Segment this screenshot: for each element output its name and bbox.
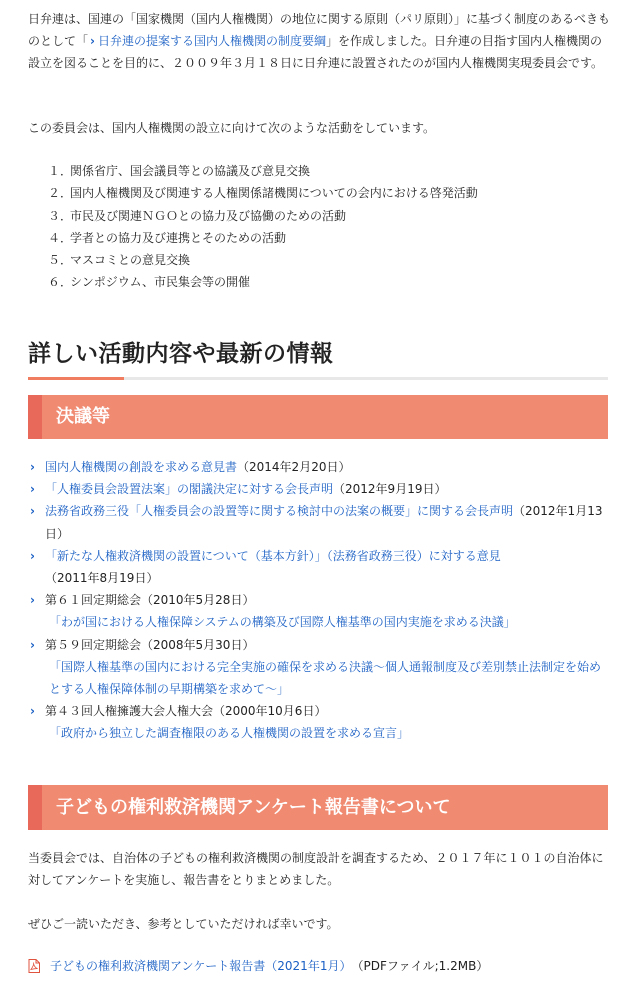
- list-number: ４．: [48, 230, 73, 245]
- purpose-text: この委員会は、国内人権機関の設立に向けて次のような活動をしています。: [28, 121, 436, 135]
- chevron-right-icon: ›: [30, 504, 35, 519]
- list-text: 国内人権機関及び関連する人権関係諸機関についての会内における啓発活動: [70, 186, 478, 201]
- heading-underline: [28, 377, 608, 380]
- resolution-date: （2012年1月13日）: [45, 504, 603, 541]
- list-text: 学者との協力及び連携とそのための活動: [70, 230, 287, 245]
- chevron-right-icon: ›: [30, 593, 35, 608]
- activity-list: [48, 160, 478, 294]
- list-item: [48, 249, 478, 271]
- list-item: [48, 160, 478, 182]
- intro-text-1: 日弁連は、国連の「国家機関（国内人権機関）の地位に関する原則（パリ原則）」に基づく制度のあるべきものとして「: [28, 12, 611, 48]
- list-text: シンポジウム、市民集会等の開催: [70, 275, 250, 290]
- report-request-text: ぜひご一読いただき、参考としていただければ幸いです。: [28, 917, 339, 931]
- resolution-link[interactable]: 「新たな人権救済機関の設置について（基本方針）」（法務省政務三役）に対する意見: [45, 548, 501, 563]
- resolution-date: （2012年9月19日）: [333, 482, 447, 497]
- chevron-right-icon: ›: [90, 34, 95, 48]
- chevron-right-icon: ›: [30, 637, 35, 652]
- resolution-link[interactable]: 国内人権機関の創設を求める意見書: [45, 460, 238, 474]
- pdf-download-row: [28, 957, 488, 974]
- list-number: ５．: [48, 253, 73, 268]
- list-number: １．: [48, 164, 73, 178]
- section-heading: 詳しい活動内容や最新の情報: [28, 341, 334, 367]
- list-item: [28, 478, 610, 500]
- report-pdf-link[interactable]: 子どもの権利救済機関アンケート報告書（2021年1月）: [50, 959, 352, 973]
- list-item: [48, 182, 478, 204]
- resolution-date: （2014年2月20日）: [237, 460, 351, 474]
- chevron-right-icon: ›: [30, 548, 35, 563]
- resolution-date: （2011年8月19日）: [45, 571, 159, 586]
- meeting-title: 第４３回人権擁護大会人権大会（2000年10月6日）: [45, 704, 327, 719]
- list-number: ２．: [48, 186, 73, 201]
- list-text: マスコミとの意見交換: [70, 253, 191, 268]
- report-heading: 子どもの権利救済機関アンケート報告書について: [28, 785, 608, 830]
- heading-underline-accent: [28, 377, 124, 380]
- pdf-file-info: （PDFファイル;1.2MB）: [351, 959, 489, 973]
- list-item: [48, 205, 478, 227]
- intro-paragraph: [28, 8, 613, 74]
- list-item: [48, 227, 478, 249]
- list-number: ６．: [48, 275, 73, 290]
- list-text: 関係省庁、国会議員等との協議及び意見交換: [70, 164, 311, 178]
- list-item: [48, 271, 478, 293]
- list-item: [28, 456, 610, 478]
- resolution-link[interactable]: 「人権委員会設置法案」の閣議決定に対する会長声明: [45, 482, 334, 497]
- list-item: [28, 634, 610, 701]
- resolution-link[interactable]: 法務省政務三役「人権委員会の設置等に関する検討中の法案の概要」に関する会長声明: [45, 504, 514, 519]
- resolution-link[interactable]: 「国際人権基準の国内における完全実施の確保を求める決議〜個人通報制度及び差別禁止法制定を始めとする人権保障体制の早期構築を求めて〜」: [49, 659, 602, 697]
- list-item: [28, 500, 610, 544]
- meeting-title: 第５９回定期総会（2008年5月30日）: [45, 637, 255, 652]
- list-item: [28, 589, 610, 633]
- report-description: 当委員会では、自治体の子どもの権利救済機関の制度設計を調査するため、２０１７年に１０１の自治体に対してアンケートを実施し、報告書をとりまとめました。: [28, 851, 604, 887]
- list-item: [28, 545, 610, 589]
- resolutions-heading: 決議等: [28, 395, 608, 439]
- meeting-title: 第６１回定期総会（2010年5月28日）: [45, 593, 255, 608]
- list-item: [28, 700, 610, 744]
- list-text: 市民及び関連ＮＧＯとの協力及び協働のための活動: [70, 208, 347, 223]
- resolution-link[interactable]: 「政府から独立した調査権限のある人権機関の設置を求める宣言」: [49, 726, 410, 741]
- intro-text-2: 」を作成しました。日弁連の目指す国内人権機関の設立を図ることを目的に、２００９年３月１８日に日弁連に設置されたのが国内人権機関実現委員会です。: [28, 34, 604, 70]
- pdf-file-icon: [28, 959, 40, 973]
- proposal-outline-link[interactable]: 日弁連の提案する国内人権機関の制度要綱: [97, 34, 326, 48]
- chevron-right-icon: ›: [30, 704, 35, 719]
- chevron-right-icon: ›: [30, 482, 35, 497]
- chevron-right-icon: ›: [30, 460, 35, 474]
- resolutions-list: [28, 456, 610, 745]
- resolution-link[interactable]: 「わが国における人権保障システムの構築及び国際人権基準の国内実施を求める決議」: [49, 615, 516, 630]
- list-number: ３．: [48, 208, 73, 223]
